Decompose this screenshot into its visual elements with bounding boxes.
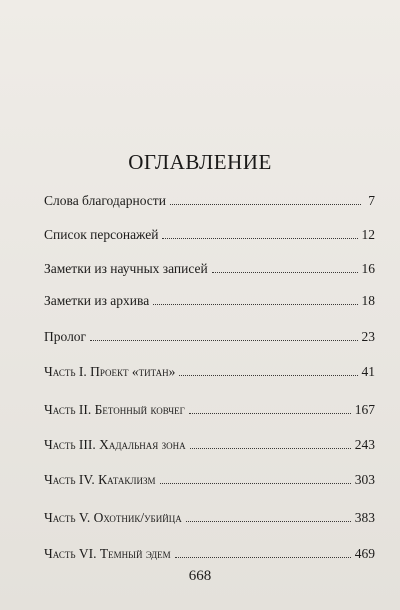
toc-entry-label: Часть VI. Темный эдем — [44, 546, 171, 561]
toc-entry-page: 12 — [361, 227, 375, 242]
toc-entry-page: 469 — [354, 546, 375, 561]
toc-entry[interactable] — [44, 193, 375, 209]
dot-leader — [90, 339, 357, 341]
toc-entry[interactable] — [44, 261, 375, 277]
toc-entry-page: 41 — [361, 364, 375, 379]
toc-entry[interactable] — [44, 364, 375, 380]
dot-leader — [186, 520, 351, 522]
toc-entry-page: 383 — [354, 510, 375, 525]
dot-leader — [190, 447, 351, 449]
toc-entry-label: Часть IV. Катаклизм — [44, 472, 156, 487]
toc-entry[interactable] — [44, 293, 375, 309]
toc-entry-page: 303 — [354, 472, 375, 487]
table-of-contents — [44, 0, 375, 610]
dot-leader — [189, 412, 351, 414]
dot-leader — [160, 482, 351, 484]
toc-entry-label: Слова благодарности — [44, 193, 166, 208]
toc-entry-label: Список персонажей — [44, 227, 159, 242]
toc-entry-label: Часть III. Хадальная зона — [44, 437, 186, 452]
toc-entry-label: Заметки из научных записей — [44, 261, 208, 276]
toc-entry[interactable] — [44, 402, 375, 418]
toc-entry-page: 167 — [354, 402, 375, 417]
dot-leader — [162, 237, 357, 239]
toc-entry-label: Часть V. Охотник/убийца — [44, 510, 182, 525]
toc-entry-page: 16 — [361, 261, 375, 276]
dot-leader — [175, 556, 351, 558]
toc-entry-page: 23 — [361, 329, 375, 344]
toc-entry-label: Заметки из архива — [44, 293, 150, 308]
toc-entry-page: 7 — [368, 193, 375, 208]
toc-entry[interactable] — [44, 437, 375, 453]
dot-leader — [153, 303, 357, 305]
toc-entry-page: 243 — [354, 437, 375, 452]
dot-leader — [212, 271, 358, 273]
toc-heading: ОГЛАВЛЕНИЕ — [128, 150, 272, 174]
page-number: 668 — [188, 568, 212, 584]
dot-leader — [170, 203, 361, 205]
toc-entry[interactable] — [44, 510, 375, 526]
dot-leader — [179, 374, 357, 376]
toc-entry[interactable] — [44, 329, 375, 345]
toc-entry-page: 18 — [361, 293, 375, 308]
toc-entry-label: Часть I. Проект «титан» — [44, 364, 176, 379]
toc-entry[interactable] — [44, 227, 375, 243]
toc-entry[interactable] — [44, 472, 375, 488]
toc-entry[interactable] — [44, 546, 375, 562]
toc-entry-label: Часть II. Бетонный ковчег — [44, 402, 185, 417]
toc-entry-label: Пролог — [44, 329, 87, 344]
